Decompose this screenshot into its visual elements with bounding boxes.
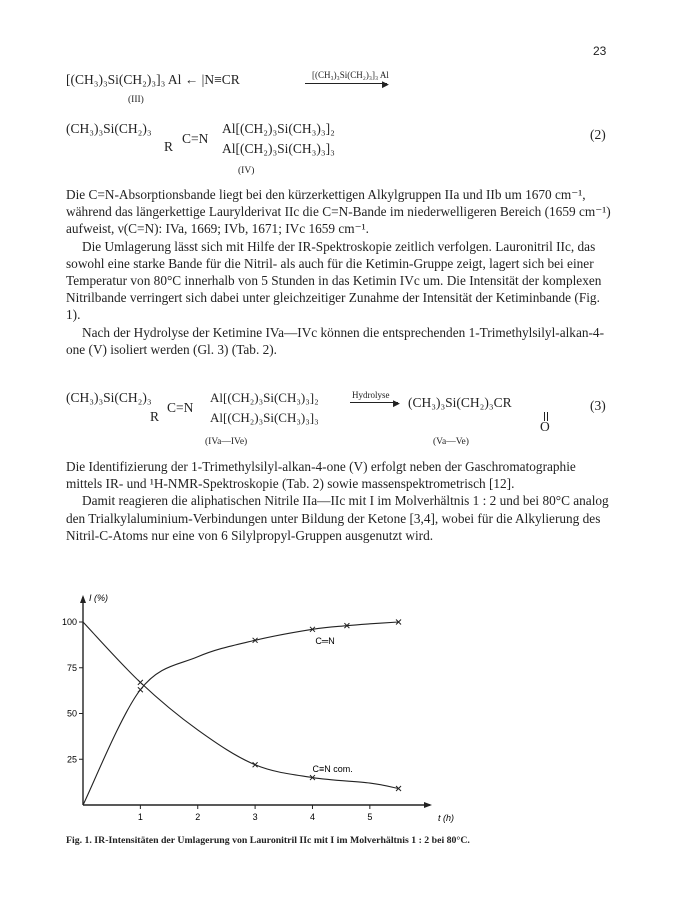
equation-3-center: C=N [167,400,194,415]
figure-caption: Fig. 1. IR-Intensitäten der Umlagerung von Lauronitril IIc mit I im Molverhältnis 1 : 2 bei 80°C. [66,835,470,846]
compound-label-III: (III) [128,95,144,105]
page-number: 23 [593,44,607,58]
data-point [138,680,143,685]
equation-3-product: (CH₃)₃Si(CH₂)₃CR [408,395,512,410]
series-label-c-n-triple: C≡N com. [312,764,353,775]
data-point [138,687,143,692]
equation-2-top: Al[(CH₂)₃Si(CH₃)₃]₂ [222,121,335,136]
equation-2-center: C=N [182,131,209,146]
equation-3-arrow [350,402,398,403]
equation-3-R: R [150,409,160,424]
y-axis-arrowhead [80,595,86,603]
x-tick-label: 2 [195,812,201,822]
paragraph-5: Damit reagieren die aliphatischen Nitrile IIa—IIc mit I im Molverhältnis 1 : 2 und bei 80°C analog den Trialkylaluminium-Verbindungen unter Bildung der Ketone [3,4], wobei für die Alkylierung des Nitril-C-Atoms nur eine von 6 Silylpropyl-Gruppen ausgenutzt wird. [66,493,609,543]
equation-1-left: [(CH₃)₃Si(CH₂)₃]₃ Al ← |N≡CR [66,72,240,87]
y-tick-label: 75 [66,662,77,673]
figure-1-chart [40,585,455,835]
equation-1-arrow-label: [(CH₃)₃Si(CH₂)₃]₃ Al [312,70,389,80]
equation-3-arrowhead: ▶ [393,398,400,408]
equation-3-arrow-label: Hydrolyse [352,390,390,400]
equation-3-top: Al[(CH₂)₃Si(CH₃)₃]₂ [210,390,319,405]
equation-3-bottom: Al[(CH₂)₃Si(CH₃)₃]₃ [210,410,319,425]
equation-3-product-O: O [540,419,550,434]
series-label-c-n-double: C═N [315,635,335,646]
paragraph-1: Die C=N-Absorptionsbande liegt bei den kürzerkettigen Alkylgruppen IIa und IIb um 1670 cm⁻¹, während das längerkettige Laurylderivat IIc die C=N-Bande im niederwelligeren Bereich (1659 cm⁻¹) aufweist, ν(C=N): IVa, 1669; IVb, 1671; IVc 1659 cm⁻¹. [66,187,611,237]
equation-3-number: (3) [590,398,606,413]
compound-label-IV: (IV) [238,166,255,176]
text-block-1 [66,186,614,358]
compound-label-IVa-IVe: (IVa—IVe) [205,437,248,447]
data-point [253,762,258,767]
x-tick-label: 5 [367,812,373,822]
equation-2-R: R [164,139,174,154]
x-tick-label: 3 [252,812,258,822]
x-tick-label: 4 [309,812,315,822]
paragraph-3: Nach der Hydrolyse der Ketimine IVa—IVc können die entsprechenden 1-Trimethylsilyl-alkan-4-one (V) isoliert werden (Gl. 3) (Tab. 2). [66,324,604,357]
equation-1-arrow [305,83,387,84]
compound-label-Va-Ve: (Va—Ve) [433,437,469,447]
equation-2-bottom: Al[(CH₂)₃Si(CH₃)₃]₃ [222,141,335,156]
y-tick-label: 100 [61,617,77,627]
equation-1-arrowhead: ▶ [382,79,389,89]
y-tick-label: 50 [66,708,77,719]
paragraph-2: Die Umlagerung lässt sich mit Hilfe der IR-Spektroskopie zeitlich verfolgen. Lauronitril IIc, das sowohl eine starke Bande für die Nitril- als auch für die Ketimin-Gruppe zeigt, lagert sich bei einer Temperatur von 80°C innerhalb von 5 Stunden in das Ketimin IVc um. Die Intensität der komplexen Nitrilbande verringert sich dabei unter gleichzeitiger Zunahme der Intensität der Ketiminbande (Fig. 1). [66,238,602,323]
equation-2-number: (2) [590,127,606,142]
x-tick-label: 1 [137,812,143,822]
x-axis-arrowhead [424,802,432,808]
equation-2-left: (CH₃)₃Si(CH₂)₃ [66,121,152,136]
y-tick-label: 25 [66,754,77,765]
x-axis-label: t (h) [438,813,455,823]
paragraph-4: Die Identifizierung der 1-Trimethylsilyl-alkan-4-one (V) erfolgt neben der Gaschromatographie mittels IR- und ¹H-NMR-Spektroskopie (Tab. 2) sowie massenspektrometrisch [12]. [66,459,576,492]
equation-3-left: (CH₃)₃Si(CH₂)₃ [66,390,152,405]
y-axis-label: I (%) [89,593,108,603]
series-line-c-n-double [83,622,399,805]
text-block-2 [66,458,614,544]
